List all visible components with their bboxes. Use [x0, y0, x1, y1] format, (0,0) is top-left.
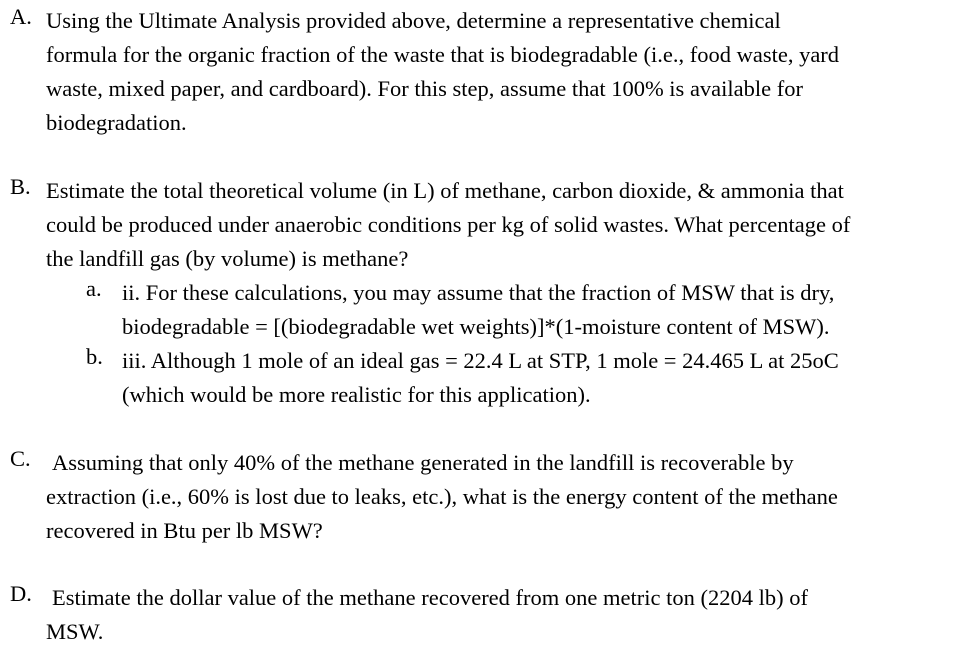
question-line: Using the Ultimate Analysis provided above, determine a representative chemical — [46, 8, 781, 33]
question-line: the landfill gas (by volume) is methane? — [46, 246, 409, 271]
question-line: recovered in Btu per lb MSW? — [46, 518, 323, 543]
question-line: extraction (i.e., 60% is lost due to leaks, etc.), what is the energy content of the methane — [46, 484, 838, 509]
question-marker: B. — [10, 174, 31, 199]
question-marker: C. — [10, 446, 31, 471]
question-line: could be produced under anaerobic conditions per kg of solid wastes. What percentage of — [46, 212, 851, 237]
question-line: Assuming that only 40% of the methane generated in the landfill is recoverable by — [52, 450, 794, 475]
question-line: Estimate the dollar value of the methane recovered from one metric ton (2204 lb) of — [52, 585, 808, 610]
subitem-line: (which would be more realistic for this application). — [122, 382, 591, 407]
question-line: waste, mixed paper, and cardboard). For this step, assume that 100% is available for — [46, 76, 804, 101]
question-line: MSW. — [46, 619, 104, 644]
question-line: formula for the organic fraction of the waste that is biodegradable (i.e., food waste, yard — [46, 42, 840, 67]
question-marker: A. — [10, 4, 32, 29]
subitem-marker: b. — [86, 344, 103, 369]
question-line: Estimate the total theoretical volume (in L) of methane, carbon dioxide, & ammonia that — [46, 178, 844, 203]
subitem-line: biodegradable = [(biodegradable wet weights)]*(1-moisture content of MSW). — [122, 314, 830, 339]
subitem-marker: a. — [86, 276, 102, 301]
subitem-line: iii. Although 1 mole of an ideal gas = 22.4 L at STP, 1 mole = 24.465 L at 25oC — [122, 348, 839, 373]
question-line: biodegradation. — [46, 110, 187, 135]
subitem-line: ii. For these calculations, you may assume that the fraction of MSW that is dry, — [122, 280, 835, 305]
question-marker: D. — [10, 581, 32, 606]
